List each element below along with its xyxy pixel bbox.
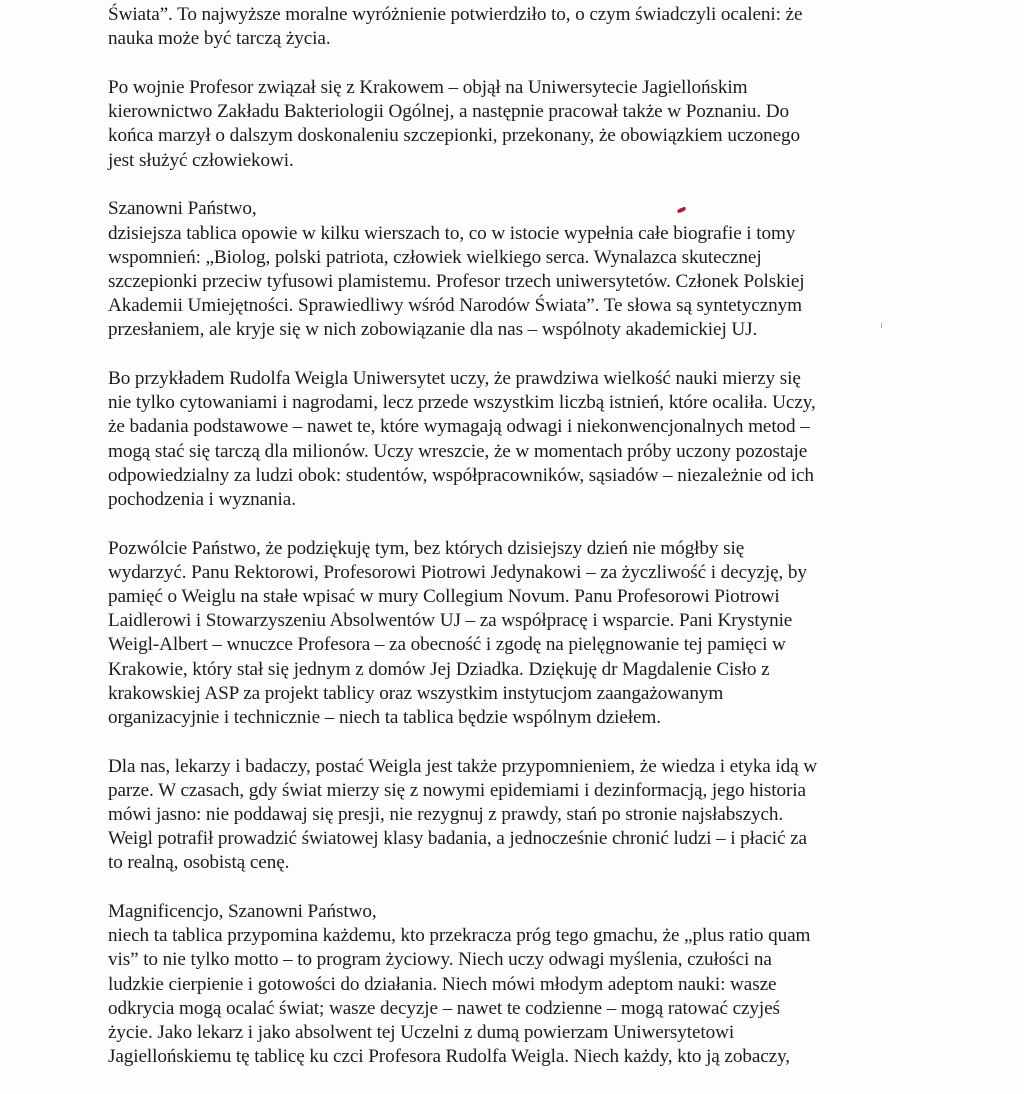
text-line: Weigl potrafił prowadzić światowej klasy badania, a jednocześnie chronić ludzi – i płacić za [108,828,807,850]
text-line: Pozwólcie Państwo, że podziękuję tym, bez których dzisiejszy dzień nie mógłby się [108,537,745,559]
text-line: krakowskiej ASP za projekt tablicy oraz wszystkim instytucjom zaangażowanym [108,682,724,704]
text-line: Szanowni Państwo, [108,198,257,220]
text-line: wspomnień: „Biolog, polski patriota, człowiek wielkiego serca. Wynalazca skutecznej [108,246,762,268]
text-line: pamięć o Weiglu na stałe wpisać w mury Collegium Novum. Panu Profesorowi Piotrowi [108,585,780,607]
text-line: Bo przykładem Rudolfa Weigla Uniwersytet uczy, że prawdziwa wielkość nauki mierzy się [108,367,801,389]
document-page [108,0,928,1094]
text-line: Jagiellońskiemu tę tablicę ku czci Profesora Rudolfa Weigla. Niech każdy, kto ją zobaczy, [108,1046,791,1068]
paragraph-example [108,367,928,512]
paragraph-righteous [108,0,928,52]
paragraph-closing [108,900,928,1069]
paragraph-ethics [108,755,928,876]
text-line: Magnificencjo, Szanowni Państwo, [108,901,377,922]
text-line: Laidlerowi i Stowarzyszeniu Absolwentów UJ – za współpracę i wsparcie. Pani Krystynie [108,610,793,632]
text-line: Weigl-Albert – wnuczce Profesora – za obecność i zgodę na pielęgnowanie tej pamięci w [108,634,786,656]
paragraph-thanks [108,537,928,731]
text-line: nauka może być tarczą życia. [108,28,331,50]
text-line: organizacyjnie i technicznie – niech ta tablica będzie wspólnym dziełem. [108,706,661,728]
text-line: ludzkie cierpienie i gotowości do działania. Niech mówi młodym adeptom nauki: wasze [108,973,777,995]
pencil-tick-mark [878,323,882,328]
text-line: szczepionki przeciw tyfusowi plamistemu. Profesor trzech uniwersytetów. Członek Polskiej [108,270,805,292]
text-line: nie tylko cytowaniami i nagrodami, lecz przede wszystkim liczbą istnień, które ocaliła. Uczy, [108,392,816,414]
text-line: pochodzenia i wyznania. [108,488,296,510]
text-line: życie. Jako lekarz i jako absolwent tej Uczelni z dumą powierzam Uniwersytetowi [108,1021,735,1043]
text-line: Po wojnie Profesor związał się z Krakowem – objął na Uniwersytecie Jagiellońskim [108,77,748,99]
text-line: mogą stać się tarczą dla milionów. Uczy wreszcie, że w momentach próby uczony pozostaje [108,440,808,462]
text-line: to realną, osobistą cenę. [108,852,290,874]
text-line: kierownictwo Zakładu Bakteriologii Ogólnej, a następnie pracował także w Poznaniu. Do [108,101,789,123]
text-line: Akademii Umiejętności. Sprawiedliwy wśród Narodów Świata”. Te słowa są syntetycznym [108,295,802,317]
text-line: jest służyć człowiekowi. [108,149,294,171]
text-line: Świata”. To najwyższe moralne wyróżnienie potwierdziło to, o czym świadczyli ocaleni: że [108,4,803,26]
text-line: przesłaniem, ale kryje się w nich zobowiązanie dla nas – wspólnoty akademickiej UJ. [108,319,758,341]
text-line: końca marzył o dalszym doskonaleniu szczepionki, przekonany, że obowiązkiem uczonego [108,125,801,147]
text-line: vis” to nie tylko motto – to program życiowy. Niech uczy odwagi myślenia, czułości na [108,949,772,971]
text-line: parze. W czasach, gdy świat mierzy się z nowymi epidemiami i dezinformacją, jego historia [108,779,806,801]
paragraph-plaque [108,197,928,342]
paragraph-postwar [108,76,928,173]
text-line: odkrycia mogą ocalać świat; wasze decyzje – nawet te codzienne – mogą ratować czyjeś [108,997,780,1019]
text-line: mówi jasno: nie poddawaj się presji, nie rezygnuj z prawdy, stań po stronie najsłabszych. [108,803,784,825]
text-line: dzisiejsza tablica opowie w kilku wierszach to, co w istocie wypełnia całe biografie i tomy [108,222,796,244]
text-line: Dla nas, lekarzy i badaczy, postać Weigla jest także przypomnieniem, że wiedza i etyka idą w [108,755,818,777]
text-line: odpowiedzialny za ludzi obok: studentów, współpracowników, sąsiadów – niezależnie od ich [108,464,814,486]
text-line: że badania podstawowe – nawet te, które wymagają odwagi i niekonwencjonalnych metod – [108,416,810,438]
text-line: wydarzyć. Panu Rektorowi, Profesorowi Piotrowi Jedynakowi – za życzliwość i decyzję, by [108,561,807,583]
text-line: niech ta tablica przypomina każdemu, kto przekracza próg tego gmachu, że „plus ratio quam [108,925,811,947]
text-line: Krakowie, który stał się jednym z domów Jej Dziadka. Dziękuję dr Magdalenie Cisło z [108,658,770,680]
